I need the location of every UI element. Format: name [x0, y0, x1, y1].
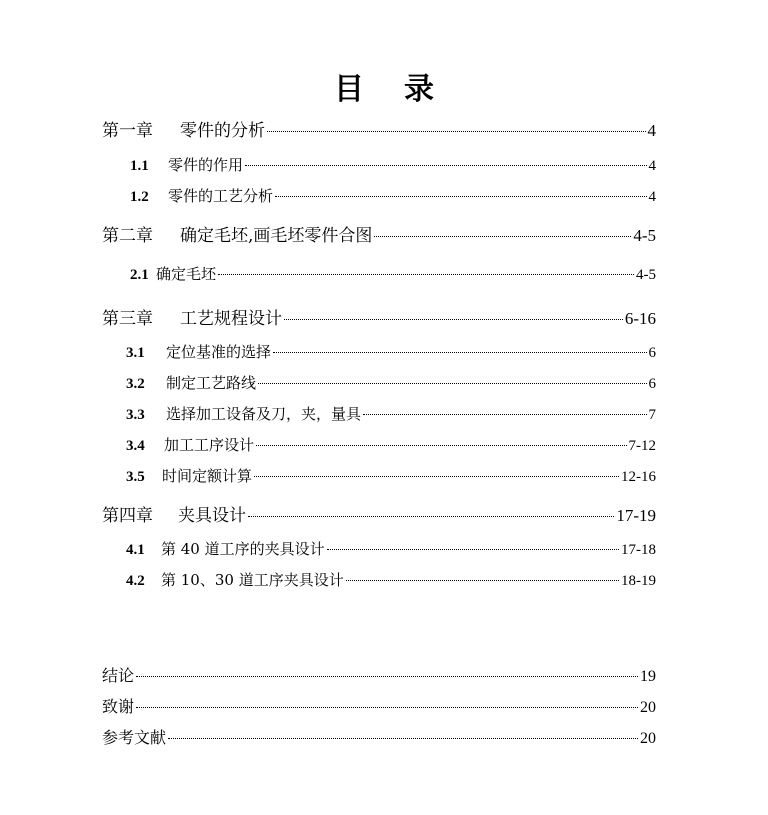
section-number: 4.1 — [126, 542, 145, 558]
section-title: 零件的工艺分析 — [168, 187, 274, 205]
dot-leader — [136, 707, 638, 708]
dot-leader — [267, 131, 646, 132]
page-number: 6-16 — [624, 309, 656, 328]
chapter-title: 工艺规程设计 — [180, 309, 282, 329]
toc-section-3-3[interactable] — [126, 403, 656, 424]
page-number: 4 — [648, 189, 656, 205]
dot-leader — [258, 383, 646, 384]
toc-section-4-2[interactable] — [126, 569, 656, 590]
dot-leader — [245, 165, 646, 166]
section-title: 选择加工设备及刀，夹，量具 — [166, 405, 362, 423]
page-number: 7 — [648, 407, 656, 423]
chapter-title: 确定毛坯,画毛坯零件合图 — [180, 226, 373, 246]
section-number: 3.3 — [126, 407, 145, 423]
toc-chapter-1[interactable] — [102, 116, 656, 141]
page-number: 4-5 — [636, 267, 656, 283]
page-number: 7-12 — [628, 438, 656, 454]
toc-title — [0, 64, 768, 108]
section-title: 第 10、30 道工序夹具设计 — [161, 571, 344, 589]
page-number: 20 — [640, 699, 656, 716]
chapter-number: 第二章 — [102, 226, 153, 246]
section-title: 时间定额计算 — [162, 467, 253, 485]
back-title: 致谢 — [102, 697, 135, 716]
toc-title-char-1: 目 — [334, 72, 364, 107]
dot-leader — [374, 236, 631, 237]
section-number: 3.1 — [126, 345, 145, 361]
dot-leader — [275, 196, 646, 197]
section-number: 2.1 — [130, 267, 149, 283]
dot-leader — [363, 414, 646, 415]
dot-leader — [248, 516, 614, 517]
dot-leader — [327, 549, 619, 550]
dot-leader — [284, 319, 623, 320]
chapter-title: 零件的分析 — [180, 121, 265, 141]
chapter-title: 夹具设计 — [178, 506, 246, 526]
toc-chapter-2[interactable] — [102, 221, 656, 246]
toc-back-references[interactable] — [102, 725, 656, 748]
dot-leader — [256, 445, 626, 446]
section-number: 1.2 — [130, 189, 149, 205]
page-number: 6 — [648, 376, 656, 392]
section-title: 确定毛坯 — [156, 265, 217, 283]
toc-section-3-1[interactable] — [126, 341, 656, 362]
section-number: 4.2 — [126, 573, 145, 589]
page-number: 17-19 — [616, 506, 656, 525]
toc-back-conclusion[interactable] — [102, 663, 656, 686]
back-title: 参考文献 — [102, 728, 167, 747]
dot-leader — [254, 476, 619, 477]
section-title: 零件的作用 — [168, 156, 244, 174]
page-number: 6 — [648, 345, 656, 361]
dot-leader — [346, 580, 619, 581]
toc-chapter-4[interactable] — [102, 501, 656, 526]
section-title: 第 40 道工序的夹具设计 — [161, 540, 325, 558]
page-number: 19 — [640, 668, 656, 685]
chapter-number: 第四章 — [102, 506, 153, 526]
section-number: 3.5 — [126, 469, 145, 485]
chapter-number: 第三章 — [102, 309, 153, 329]
page-number: 17-18 — [621, 542, 656, 558]
back-title: 结论 — [102, 666, 135, 685]
chapter-number: 第一章 — [102, 121, 153, 141]
toc-section-1-1[interactable] — [130, 154, 656, 175]
dot-leader — [273, 352, 646, 353]
section-title: 加工工序设计 — [164, 436, 255, 454]
toc-section-2-1[interactable] — [130, 263, 656, 284]
page-number: 18-19 — [621, 573, 656, 589]
page-number: 4 — [647, 121, 656, 140]
page-number: 4 — [648, 158, 656, 174]
toc-section-3-2[interactable] — [126, 372, 656, 393]
toc-chapter-3[interactable] — [102, 304, 656, 329]
section-number: 3.2 — [126, 376, 145, 392]
toc-section-3-4[interactable] — [126, 434, 656, 455]
page-number: 20 — [640, 730, 656, 747]
page-number: 12-16 — [621, 469, 656, 485]
toc-section-3-5[interactable] — [126, 465, 656, 486]
section-number: 3.4 — [126, 438, 145, 454]
toc-title-char-2: 录 — [404, 72, 434, 107]
dot-leader — [168, 738, 638, 739]
page-number: 4-5 — [633, 226, 656, 245]
section-title: 制定工艺路线 — [166, 374, 257, 392]
section-number: 1.1 — [130, 158, 149, 174]
toc-back-acknowledgements[interactable] — [102, 694, 656, 717]
toc-section-1-2[interactable] — [130, 185, 656, 206]
dot-leader — [218, 274, 634, 275]
dot-leader — [136, 676, 638, 677]
section-title: 定位基准的选择 — [166, 343, 272, 361]
toc-section-4-1[interactable] — [126, 538, 656, 559]
